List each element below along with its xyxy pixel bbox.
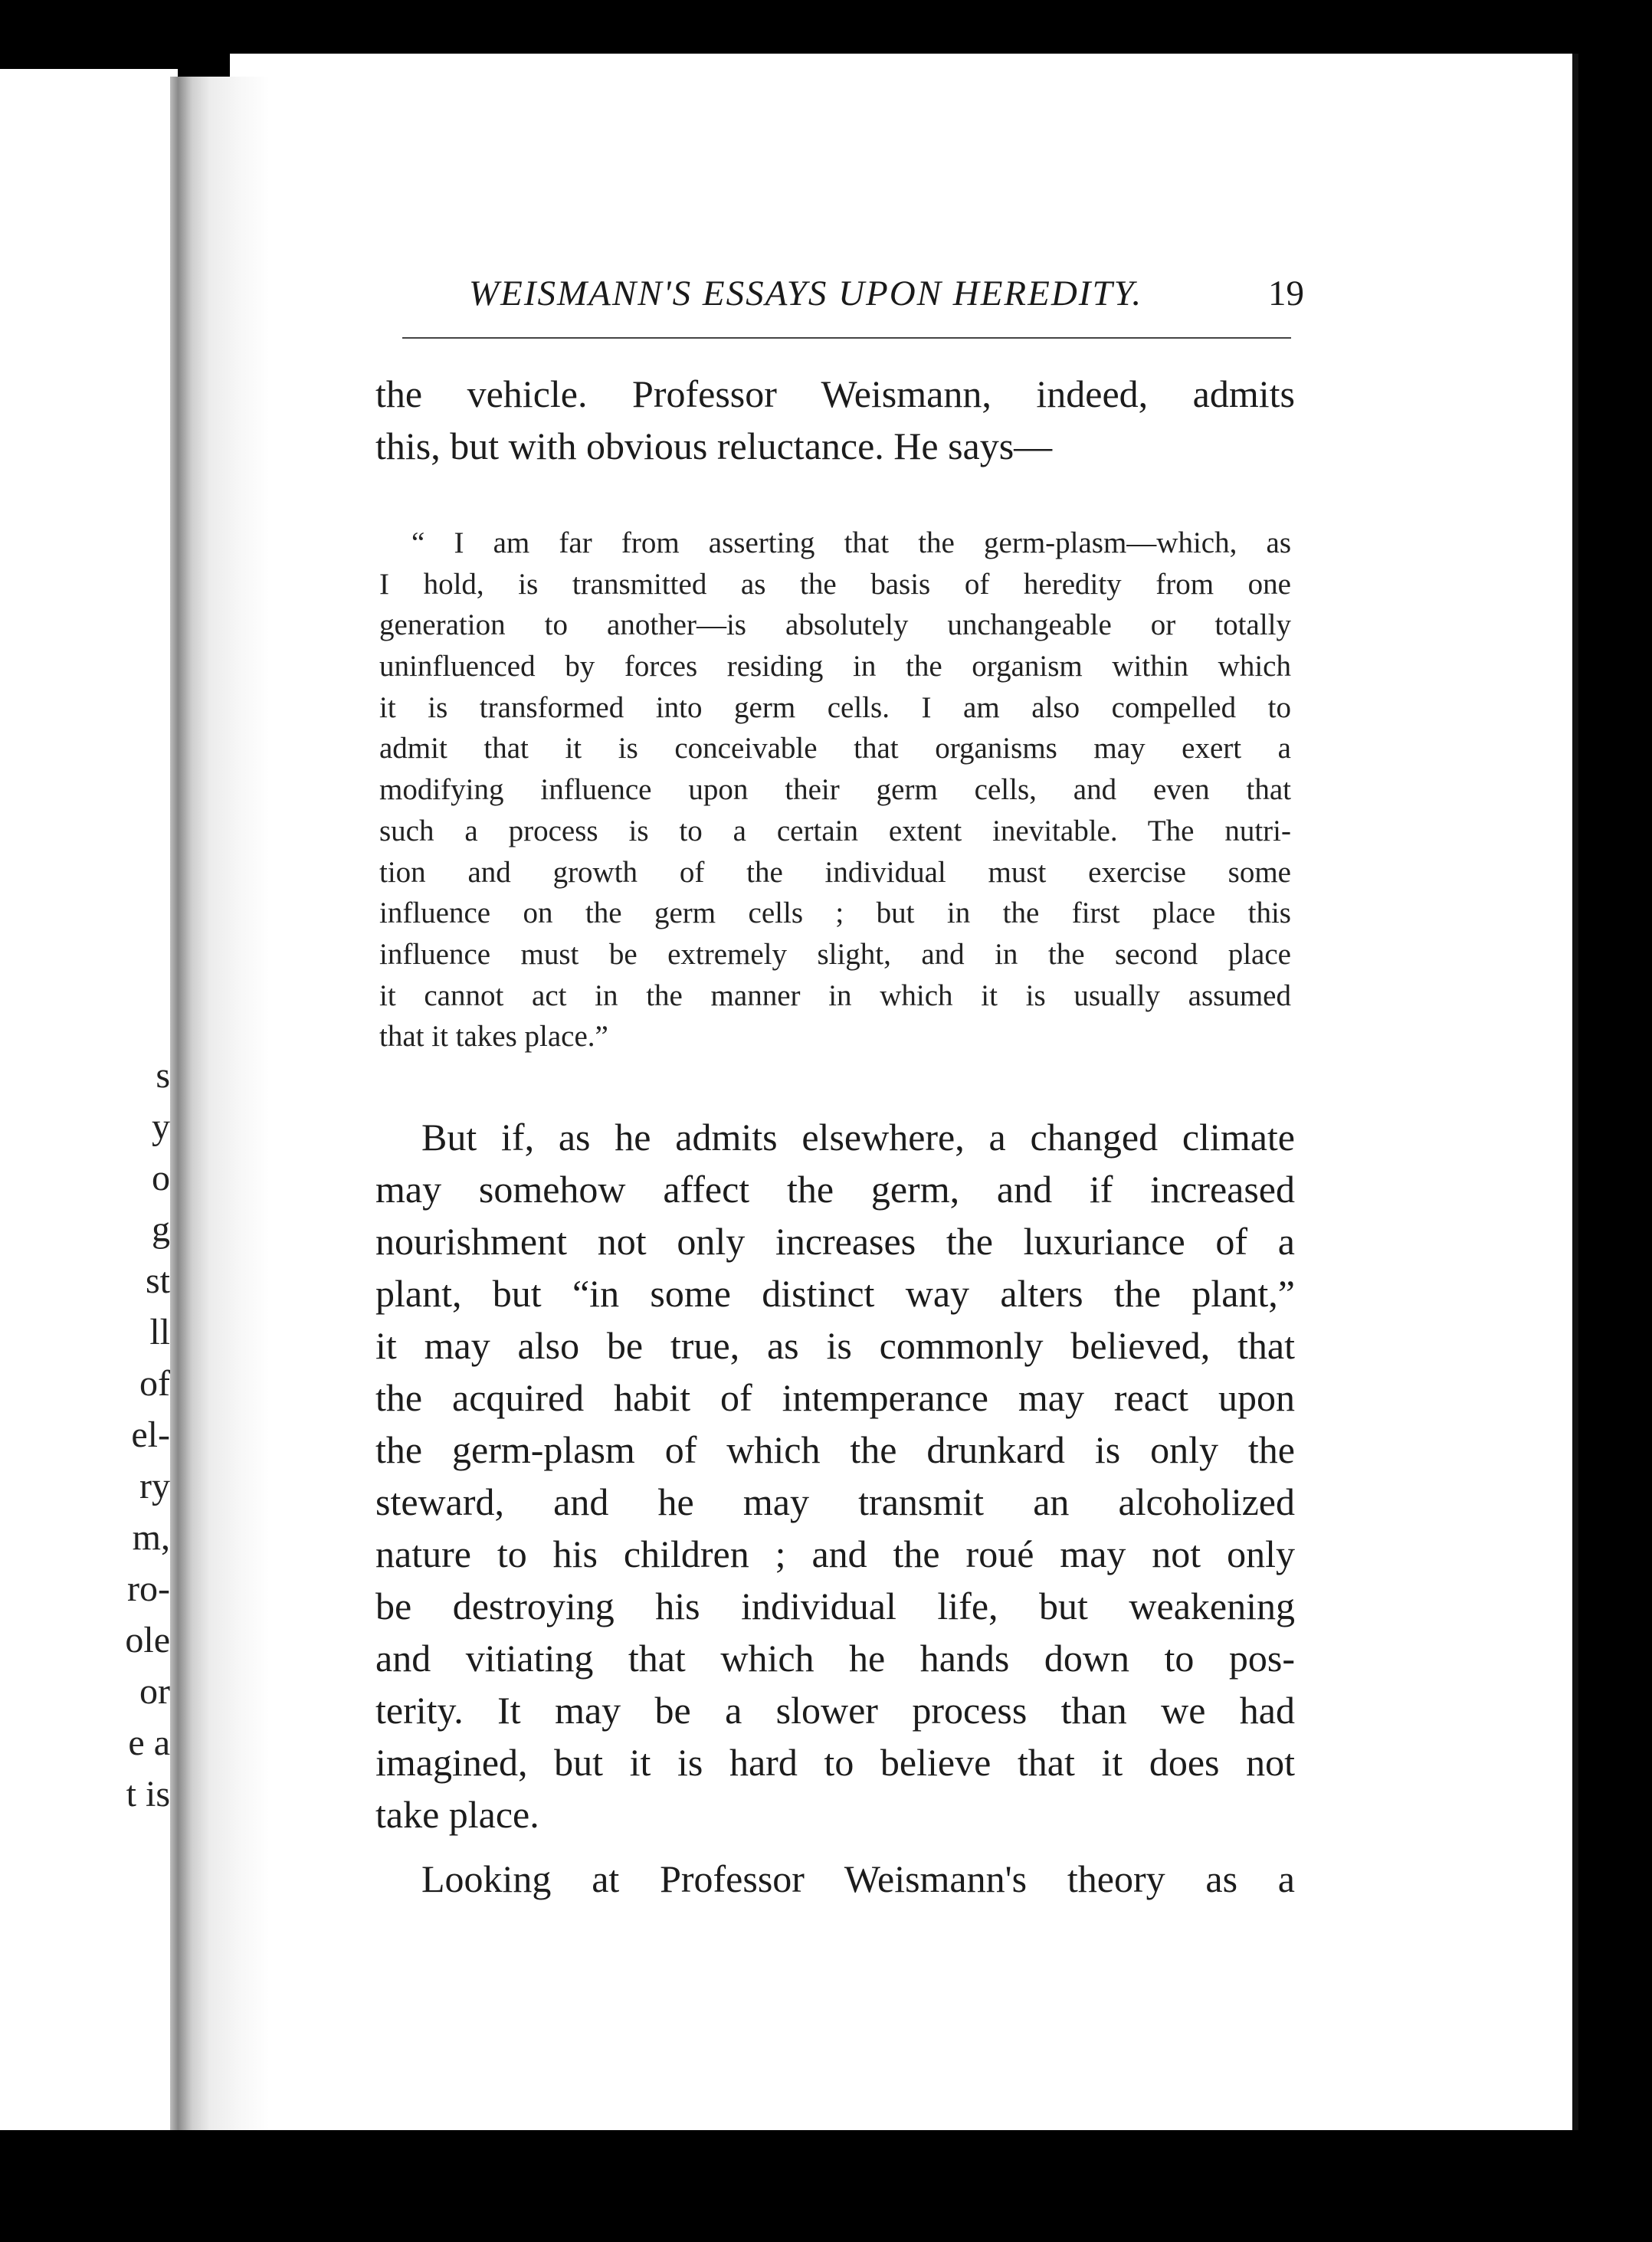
text-line: nourishment not only increases the luxuriance of a (375, 1220, 1295, 1263)
quote-line: modifying influence upon their germ cells, and even that (379, 773, 1291, 807)
prev-fragment: or (139, 1671, 170, 1712)
scan-border (0, 2130, 1652, 2242)
quote-line: influence must be extremely slight, and in the second place (379, 937, 1291, 971)
quote-line: uninfluenced by forces residing in the organism within which (379, 650, 1291, 683)
text-line: the acquired habit of intemperance may react upon (375, 1376, 1295, 1419)
text-line: the germ-plasm of which the drunkard is only the (375, 1428, 1295, 1471)
prev-fragment: m, (132, 1517, 170, 1558)
quote-line: it is transformed into germ cells. I am also compelled to (379, 690, 1291, 724)
text-line: may somehow affect the germ, and if increased (375, 1168, 1295, 1211)
quote-line: influence on the germ cells ; but in the first place this (379, 896, 1291, 930)
prev-fragment: s (156, 1055, 170, 1096)
text-line: take place. (375, 1793, 539, 1836)
text-line: nature to his children ; and the roué may not only (375, 1532, 1295, 1575)
text-line: plant, but “in some distinct way alters the plant,” (375, 1272, 1295, 1315)
previous-page-fragments (48, 1050, 170, 1820)
prev-fragment: st (145, 1260, 170, 1301)
quote-line: such a process is to a certain extent inevitable. The nutri- (379, 814, 1291, 847)
prev-fragment: y (152, 1106, 170, 1147)
prev-fragment: o (152, 1158, 170, 1198)
text-line: terity. It may be a slower process than we had (375, 1689, 1295, 1732)
text-line: the vehicle. Professor Weismann, indeed, admits (375, 372, 1295, 415)
quote-line: admit that it is conceivable that organisms may exert a (379, 732, 1291, 765)
header-rule (402, 337, 1291, 339)
text-line: this, but with obvious reluctance. He says— (375, 424, 1053, 467)
previous-page-edge (0, 69, 178, 2138)
quote-line: “ I am far from asserting that the germ-plasm—which, as (411, 526, 1291, 559)
page-number: 19 (1268, 274, 1304, 313)
prev-fragment: ry (139, 1466, 170, 1506)
text-line: be destroying his individual life, but weakening (375, 1585, 1295, 1627)
quote-line: generation to another—is absolutely unchangeable or totally (379, 608, 1291, 642)
next-paragraph (375, 1853, 1295, 1905)
prev-fragment: of (139, 1363, 170, 1404)
main-paragraph (375, 1111, 1295, 1840)
prev-fragment: e a (128, 1722, 170, 1763)
block-quote (379, 523, 1291, 1057)
prev-fragment: t is (126, 1774, 170, 1814)
running-title: WEISMANN'S ESSAYS UPON HEREDITY. (469, 274, 1143, 313)
quote-line: tion and growth of the individual must exercise some (379, 855, 1291, 889)
text-line: steward, and he may transmit an alcoholized (375, 1480, 1295, 1523)
page-gutter (170, 77, 270, 2145)
intro-paragraph (375, 368, 1295, 472)
text-line: and vitiating that which he hands down to pos- (375, 1637, 1295, 1680)
prev-fragment: ro- (127, 1568, 170, 1609)
text-line: imagined, but it is hard to believe that it does not (375, 1741, 1295, 1784)
prev-fragment: ole (125, 1620, 170, 1660)
text-line: Looking at Professor Weismann's theory as a (421, 1857, 1295, 1900)
prev-fragment: ll (149, 1312, 170, 1352)
text-line: it may also be true, as is commonly believed, that (375, 1324, 1295, 1367)
quote-line: that it takes place.” (379, 1020, 608, 1054)
prev-fragment: el- (131, 1414, 170, 1455)
text-line: But if, as he admits elsewhere, a changed climate (421, 1116, 1295, 1159)
quote-line: I hold, is transmitted as the basis of heredity from one (379, 567, 1291, 601)
running-header (469, 273, 1304, 326)
prev-fragment: g (152, 1209, 170, 1250)
quote-line: it cannot act in the manner in which it is usually assumed (379, 978, 1291, 1012)
